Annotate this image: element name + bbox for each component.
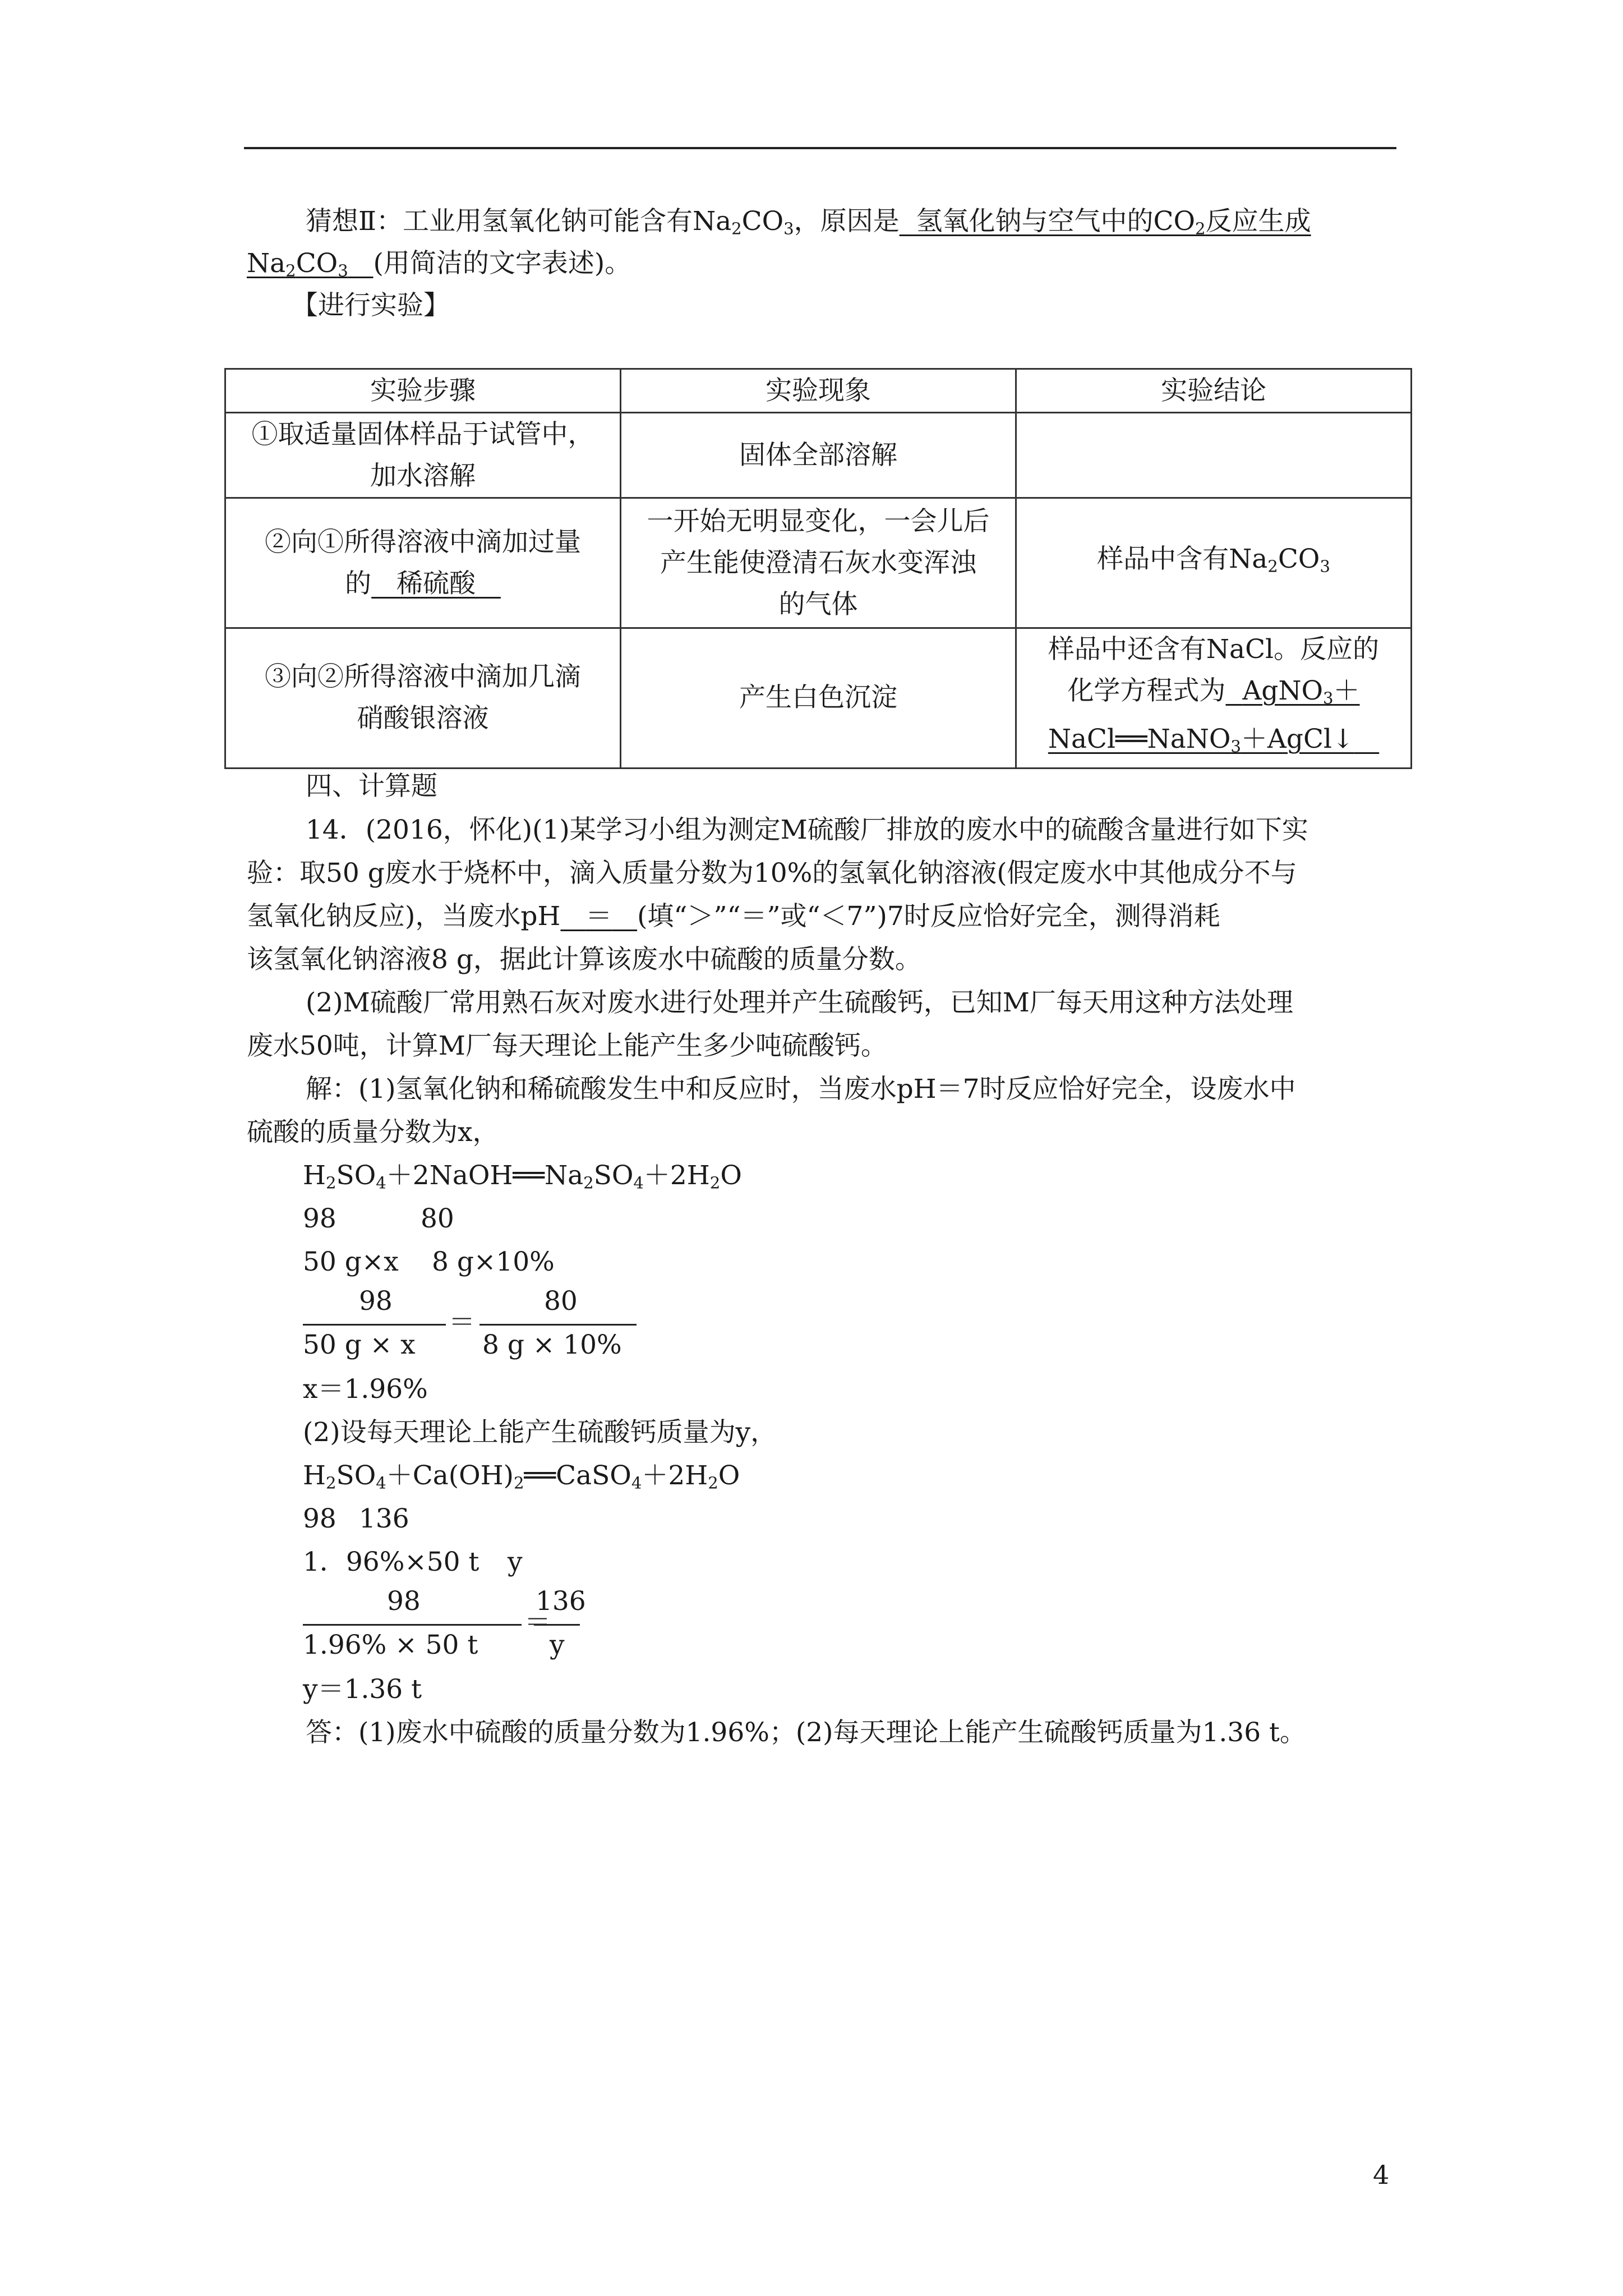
q14-answer: ＝ (585, 901, 612, 932)
row3-phenomenon: 产生白色沉淀 (621, 628, 1016, 769)
frac2-denominator-left: 1.96% × 50 t (303, 1630, 478, 1660)
frac1-denominator-right: 8 g × 10% (482, 1329, 622, 1360)
frac1-equals: ＝ (449, 1307, 475, 1338)
molar-mass-2-a: 98 (303, 1503, 336, 1534)
frac2-bar-left (303, 1624, 522, 1626)
solution-part-2: (2)设每天理论上能产生硫酸钙质量为y， (303, 1417, 777, 1448)
q14-line-5: (2)M硫酸厂常用熟石灰对废水进行处理并产生硫酸钙，已知M厂每天用这种方法处理 (306, 987, 1293, 1018)
frac1-numerator-right: 80 (544, 1286, 578, 1317)
frac1-numerator-left: 98 (359, 1286, 393, 1317)
frac2-numerator-left: 98 (387, 1586, 421, 1617)
table-row (225, 413, 1412, 498)
header-phenomenon: 实验现象 (621, 369, 1016, 413)
section-experiment: 【进行实验】 (292, 290, 450, 321)
q14-line-3: 氢氧化钠反应)，当废水pH ＝ (填“＞”“＝”或“＜7”)7时反应恰好完全，测得消耗 (247, 901, 1220, 932)
frac1-bar-left (303, 1324, 446, 1326)
row1-conclusion (1016, 413, 1412, 498)
row2-step: ②向①所得溶液中滴加过量 的 稀硫酸 (225, 498, 621, 628)
equation-1: $H_2SO_4+2NaOH══Na_2SO_4+2H_2O$ (303, 1160, 742, 1193)
mass-1-c: 50 g×x (303, 1246, 399, 1277)
row3-equation-answer: NaCl══NaNO$_3$＋AgCl↓ (1048, 724, 1354, 756)
header-step: 实验步骤 (225, 369, 621, 413)
solution-line-1: 解：(1)氢氧化钠和稀硫酸发生中和反应时，当废水pH＝7时反应恰好完全，设废水中 (306, 1074, 1296, 1105)
header-rule (244, 147, 1396, 149)
row2-conclusion: 样品中含有$Na_2CO_3$ (1016, 498, 1412, 628)
x-result: x＝1.96% (303, 1374, 428, 1405)
table-header-row (225, 369, 1412, 413)
frac2-equals: ＝ (524, 1607, 551, 1638)
q14-line-1: 14．(2016，怀化)(1)某学习小组为测定M硫酸厂排放的废水中的硫酸含量进行如下实 (306, 815, 1308, 845)
row1-phenomenon: 固体全部溶解 (621, 413, 1016, 498)
mass-2-c: 1．96%×50 t (303, 1547, 479, 1577)
q14-line-6: 废水50吨，计算M厂每天理论上能产生多少吨硫酸钙。 (247, 1030, 887, 1061)
section-calc: 四、计算题 (306, 771, 437, 802)
row2-phenomenon: 一开始无明显变化，一会儿后 产生能使澄清石灰水变浑浊 的气体 (621, 498, 1016, 628)
frac1-bar-right (479, 1324, 637, 1326)
frac2-numerator-right: 136 (536, 1586, 586, 1617)
q14-line-2: 验：取50 g废水于烧杯中，滴入质量分数为10%的氢氧化钠溶液(假定废水中其他成分不与 (247, 858, 1297, 889)
q14-line-4: 该氢氧化钠溶液8 g，据此计算该废水中硫酸的质量分数。 (247, 944, 921, 975)
hypothesis-line-1: 猜想Ⅱ：工业用氢氧化钠可能含有$Na_2CO_3$，原因是 氢氧化钠与空气中的$CO_2$反应生成 (306, 206, 1311, 238)
equation-2: $H_2SO_4+Ca(OH)_2══CaSO_4+2H_2O$ (303, 1460, 740, 1493)
table-row (225, 628, 1412, 769)
solution-line-2: 硫酸的质量分数为x， (247, 1117, 499, 1148)
molar-mass-1-b: 80 (421, 1203, 454, 1234)
row2-step-answer: 稀硫酸 (396, 568, 476, 599)
frac2-denominator-right: y (550, 1630, 565, 1660)
hypothesis-line-2: $Na_2CO_3$ (用简洁的文字表述)。 (247, 248, 631, 280)
mass-2-d: y (508, 1547, 523, 1577)
final-answer: 答：(1)废水中硫酸的质量分数为1.96%；(2)每天理论上能产生硫酸钙质量为1.36 t。 (306, 1717, 1306, 1748)
y-result: y＝1.36 t (303, 1674, 422, 1705)
row3-step: ③向②所得溶液中滴加几滴 硝酸银溶液 (225, 628, 621, 769)
header-conclusion: 实验结论 (1016, 369, 1412, 413)
row1-step: ①取适量固体样品于试管中， 加水溶解 (225, 413, 621, 498)
frac1-denominator-left: 50 g × x (303, 1329, 416, 1360)
row3-conclusion: 样品中还含有NaCl。反应的 化学方程式为 AgNO$_3$＋ NaCl══NaNO$_3$＋AgCl↓ (1016, 628, 1412, 769)
page-number: 4 (1373, 2160, 1390, 2190)
experiment-table (224, 368, 1412, 769)
hypothesis-answer: 氢氧化钠与空气中的$CO_2$反应生成 (916, 206, 1311, 238)
molar-mass-2-b: 136 (359, 1503, 409, 1534)
frac2-bar-right (534, 1624, 580, 1626)
molar-mass-1-a: 98 (303, 1203, 336, 1234)
hypothesis-answer-cont: $Na_2CO_3$ (247, 248, 348, 280)
mass-1-d: 8 g×10% (432, 1246, 555, 1277)
table-row (225, 498, 1412, 628)
